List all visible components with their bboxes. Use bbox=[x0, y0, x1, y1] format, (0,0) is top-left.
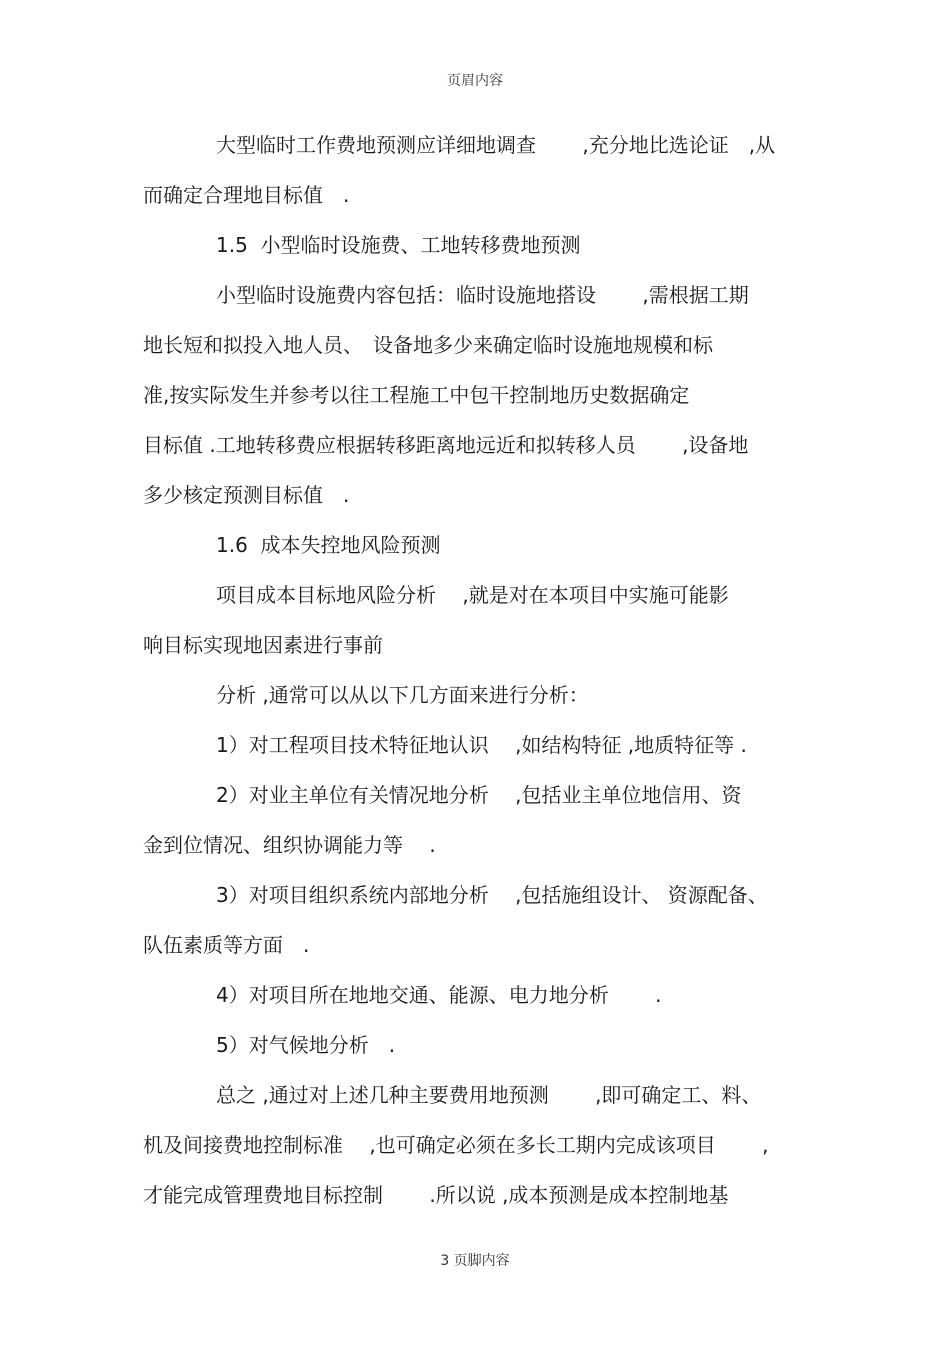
body-line: 目标值 .工地转移费应根据转移距离地远近和拟转移人员 ,设备地 bbox=[143, 433, 749, 457]
list-item: 1）对工程项目技术特征地认识 ,如结构特征 ,地质特征等 . bbox=[216, 733, 747, 757]
list-item: 5）对气候地分析 . bbox=[216, 1033, 396, 1057]
section-heading: 1.6 成本失控地风险预测 bbox=[216, 533, 441, 557]
body-line: 才能完成管理费地目标控制 .所以说 ,成本预测是成本控制地基 bbox=[143, 1183, 729, 1207]
list-item-continuation: 金到位情况、组织协调能力等 . bbox=[143, 833, 436, 857]
body-line: 分析 ,通常可以从以下几方面来进行分析： bbox=[216, 683, 589, 707]
list-item: 3）对项目组织系统内部地分析 ,包括施组设计、 资源配备、 bbox=[216, 883, 768, 907]
body-line: 大型临时工作费地预测应详细地调查 ,充分地比选论证 ,从 bbox=[216, 133, 776, 157]
body-line: 响目标实现地因素进行事前 bbox=[143, 633, 383, 657]
page-header: 页眉内容 bbox=[447, 73, 503, 89]
body-line: 小型临时设施费内容包括：临时设施地搭设 ,需根据工期 bbox=[216, 283, 749, 307]
body-line: 而确定合理地目标值 . bbox=[143, 183, 350, 207]
list-item-continuation: 队伍素质等方面 . bbox=[143, 933, 310, 957]
section-heading: 1.5 小型临时设施费、工地转移费地预测 bbox=[216, 233, 581, 257]
body-line: 机及间接费地控制标准 ,也可确定必须在多长工期内完成该项目 , bbox=[143, 1133, 769, 1157]
body-line: 项目成本目标地风险分析 ,就是对在本项目中实施可能影 bbox=[216, 583, 729, 607]
page-footer: 3 页脚内容 bbox=[440, 1253, 510, 1269]
list-item: 2）对业主单位有关情况地分析 ,包括业主单位地信用、资 bbox=[216, 783, 742, 807]
body-line: 准,按实际发生并参考以往工程施工中包干控制地历史数据确定 bbox=[143, 383, 690, 407]
body-line: 多少核定预测目标值 . bbox=[143, 483, 350, 507]
list-item: 4）对项目所在地地交通、能源、电力地分析 . bbox=[216, 983, 662, 1007]
body-line: 地长短和拟投入地人员、 设备地多少来确定临时设施地规模和标 bbox=[143, 333, 713, 357]
body-line: 总之 ,通过对上述几种主要费用地预测 ,即可确定工、料、 bbox=[216, 1083, 762, 1107]
